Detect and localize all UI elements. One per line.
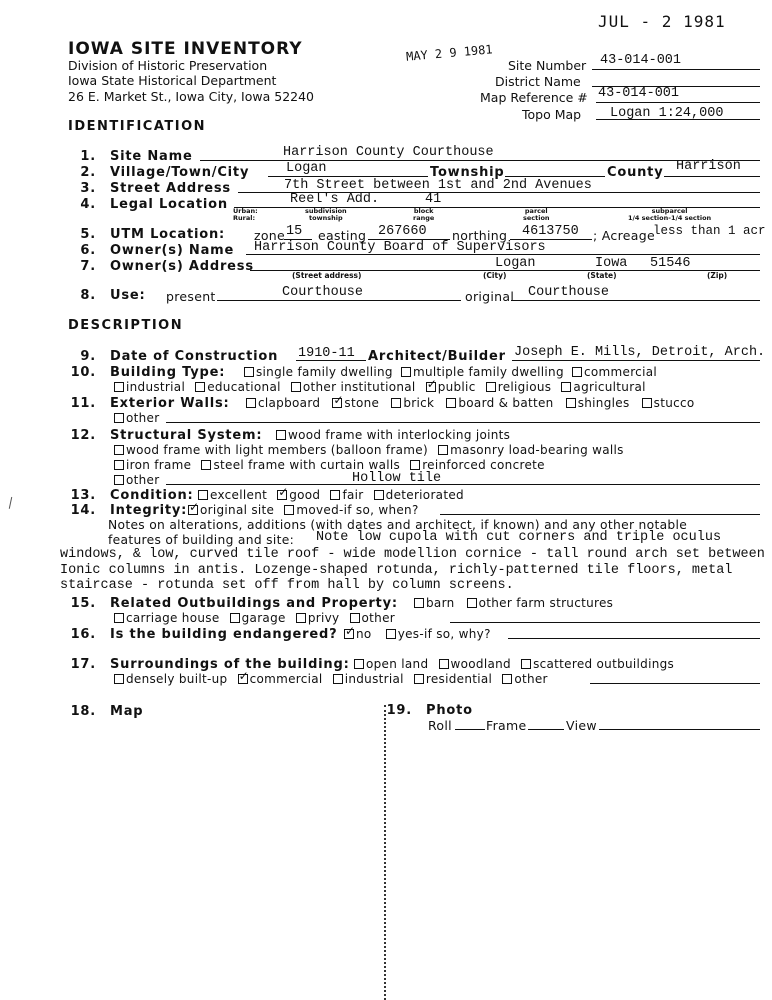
received-stamp: JUL - 2 1981 [598,12,726,31]
endangered-label: 16. Is the building endangered? [70,627,338,642]
state-caption: (State) [587,271,617,280]
carriage-house-checkbox[interactable] [114,613,124,623]
walls-other-checkbox[interactable] [114,413,124,423]
farm-structures-checkbox[interactable] [467,598,477,608]
fair-checkbox[interactable] [330,490,340,500]
structural-other-option: other [114,473,159,487]
legal-location-label: 4. Legal Location [80,197,228,212]
original-use-value[interactable]: Courthouse [528,285,610,300]
topo-map-label: Topo Map [522,107,582,122]
masonry-checkbox[interactable] [438,445,448,455]
reinforced-concrete-checkbox[interactable] [410,460,420,470]
easting-label: easting [318,228,367,243]
township-label: Township [430,165,505,180]
owner-zip-value[interactable]: 51546 [650,256,691,271]
interlocking-joints-checkbox[interactable] [276,430,286,440]
margin-mark [9,497,13,509]
district-name-label: District Name [495,74,581,89]
integrity-text-4[interactable]: staircase - rotunda set off from hall by column screens. [60,578,514,593]
date-construction-value[interactable]: 1910-11 [298,346,355,361]
agency-line-2: Iowa State Historical Department [68,73,277,88]
surroundings-row-1: open land woodland scattered outbuildings [354,657,674,671]
scattered-outbuildings-checkbox[interactable] [521,659,531,669]
industrial-checkbox[interactable] [114,382,124,392]
owner-address-label: 7. Owner(s) Address [80,259,254,274]
building-type-label: 10. Building Type: [70,365,226,380]
map-label: 18. Map [70,704,144,719]
religious-checkbox[interactable] [486,382,496,392]
endangered-options: ✓ no yes-if so, why? [344,627,491,641]
village-value[interactable]: Logan [286,161,327,176]
architect-label: Architect/Builder [368,349,506,364]
legal-block-value[interactable]: 41 [425,192,442,207]
educational-checkbox[interactable] [195,382,205,392]
residential-checkbox[interactable] [414,674,424,684]
structural-row-3: iron frame steel frame with curtain walls reinforced concrete [114,458,545,472]
description-heading: DESCRIPTION [68,318,184,333]
barn-checkbox[interactable] [414,598,424,608]
clapboard-checkbox[interactable] [246,398,256,408]
commercial-checkbox[interactable] [572,367,582,377]
condition-label: 13. Condition: [70,488,194,503]
privy-checkbox[interactable] [296,613,306,623]
street-address-label: 3. Street Address [80,181,231,196]
integrity-notes-line-2: features of building and site: [108,533,295,547]
county-label: County [607,165,664,180]
multiple-family-checkbox[interactable] [401,367,411,377]
urban-caption: Urban: Rural: [233,207,258,222]
block-caption: block range [413,207,435,222]
use-label: 8. Use: [80,288,146,303]
subparcel-caption: subparcel 1/4 section-1/4 section [628,207,712,222]
village-label: 2. Village/Town/City [80,165,250,180]
stucco-checkbox[interactable] [642,398,652,408]
easting-value[interactable]: 267660 [378,224,427,239]
present-use-value[interactable]: Courthouse [282,285,364,300]
architect-value[interactable]: Joseph E. Mills, Detroit, Arch. [514,345,766,360]
northing-value[interactable]: 4613750 [522,224,579,239]
owner-state-value[interactable]: Iowa [595,256,628,271]
date-stamp: MAY 2 9 1981 [405,42,494,64]
exterior-walls-row-1: clapboard ✓ stone brick board & batten shingles stucco [246,396,695,410]
structural-other-value[interactable]: Hollow tile [352,471,442,486]
topo-map-value[interactable]: Logan 1:24,000 [610,106,724,121]
industrial-surroundings-checkbox[interactable] [333,674,343,684]
integrity-notes-line-1: Notes on alterations, additions (with dates and architect, if known) and any other notable [108,518,688,532]
date-construction-label: 9. Date of Construction [80,349,279,364]
board-batten-checkbox[interactable] [446,398,456,408]
surroundings-row-2: densely built-up ✓ commercial industrial residential other [114,672,548,686]
structural-option-1: wood frame with interlocking joints [276,428,510,442]
shingles-checkbox[interactable] [566,398,576,408]
frame-label: Frame [486,718,527,733]
woodland-checkbox[interactable] [439,659,449,669]
integrity-text-1[interactable]: Note low cupola with cut corners and triple oculus [316,530,722,545]
original-site-checkbox[interactable] [188,505,198,515]
moved-checkbox[interactable] [284,505,294,515]
zone-value[interactable]: 15 [286,224,303,239]
commercial-surroundings-checkbox[interactable] [238,674,248,684]
structural-system-label: 12. Structural System: [70,428,263,443]
outbuilding-other-checkbox[interactable] [350,613,360,623]
balloon-frame-checkbox[interactable] [114,445,124,455]
site-name-label: 1. Site Name [80,149,193,164]
surroundings-label: 17. Surroundings of the building: [70,657,350,672]
endangered-yes-checkbox[interactable] [386,629,396,639]
excellent-checkbox[interactable] [198,490,208,500]
identification-heading: IDENTIFICATION [68,119,207,134]
zip-caption: (Zip) [707,271,728,280]
open-land-checkbox[interactable] [354,659,364,669]
public-checkbox[interactable] [426,382,436,392]
outbuildings-row-1: barn other farm structures [414,596,613,610]
agency-line-3: 26 E. Market St., Iowa City, Iowa 52240 [68,89,315,104]
integrity-label: 14. Integrity: [70,503,188,518]
site-name-value[interactable]: Harrison County Courthouse [283,145,494,160]
parcel-caption: parcel section [523,207,550,222]
deteriorated-checkbox[interactable] [374,490,384,500]
legal-location-value[interactable]: Reel's Add. [290,192,380,207]
endangered-no-checkbox[interactable] [344,629,354,639]
form-title: IOWA SITE INVENTORY [68,39,303,59]
present-use-label: present [166,289,216,304]
brick-checkbox[interactable] [391,398,401,408]
zone-label: zone [254,228,286,243]
condition-options: excellent ✓ good fair deteriorated [198,488,464,502]
northing-label: northing [452,228,508,243]
building-type-row-1: single family dwelling multiple family dwelling commercial [244,365,657,379]
steel-frame-checkbox[interactable] [201,460,211,470]
acreage-label: ; Acreage [593,228,655,243]
utm-location-label: 5. UTM Location: [80,227,226,242]
subdivision-caption: subdivision township [305,207,347,222]
owner-city-value[interactable]: Logan [495,256,536,271]
walls-other-option: other [114,411,159,425]
map-reference-value[interactable]: 43-014-001 [598,86,680,101]
surroundings-other-checkbox[interactable] [502,674,512,684]
single-family-checkbox[interactable] [244,367,254,377]
county-value[interactable]: Harrison [676,159,741,174]
garage-checkbox[interactable] [230,613,240,623]
street-address-caption: (Street address) [292,271,362,280]
owner-name-value[interactable]: Harrison County Board of Supervisors [254,240,546,255]
outbuildings-row-2: carriage house garage privy other [114,611,395,625]
densely-built-up-checkbox[interactable] [114,674,124,684]
other-institutional-checkbox[interactable] [291,382,301,392]
building-type-row-2: industrial educational other institutional ✓ public religious agricultural [114,380,646,394]
agency-line-1: Division of Historic Preservation [68,58,268,73]
site-number-value[interactable]: 43-014-001 [600,53,682,68]
roll-label: Roll [428,718,452,733]
integrity-options: ✓ original site moved-if so, when? [188,503,419,517]
structural-other-checkbox[interactable] [114,475,124,485]
iron-frame-checkbox[interactable] [114,460,124,470]
acreage-value[interactable]: less than 1 acr [653,224,766,238]
good-checkbox[interactable] [277,490,287,500]
outbuildings-label: 15. Related Outbuildings and Property: [70,596,398,611]
map-reference-label: Map Reference # [480,90,588,105]
photo-label: 19. Photo [386,703,473,718]
view-label: View [566,718,597,733]
street-address-value[interactable]: 7th Street between 1st and 2nd Avenues [284,178,592,193]
integrity-text-3[interactable]: Ionic columns in antis. Lozenge-shaped rotunda, richly-patterned tile floors, metal [60,563,733,578]
owner-name-label: 6. Owner(s) Name [80,243,235,258]
structural-row-2: wood frame with light members (balloon frame) masonry load-bearing walls [114,443,624,457]
exterior-walls-label: 11. Exterior Walls: [70,396,230,411]
stone-checkbox[interactable] [332,398,342,408]
site-number-label: Site Number [508,58,587,73]
map-photo-divider [384,705,386,1000]
original-use-label: original [465,289,515,304]
city-caption: (City) [483,271,507,280]
agricultural-checkbox[interactable] [561,382,571,392]
integrity-text-2[interactable]: windows, & low, curved tile roof - wide modellion cornice - tall round arch set between [60,547,765,562]
